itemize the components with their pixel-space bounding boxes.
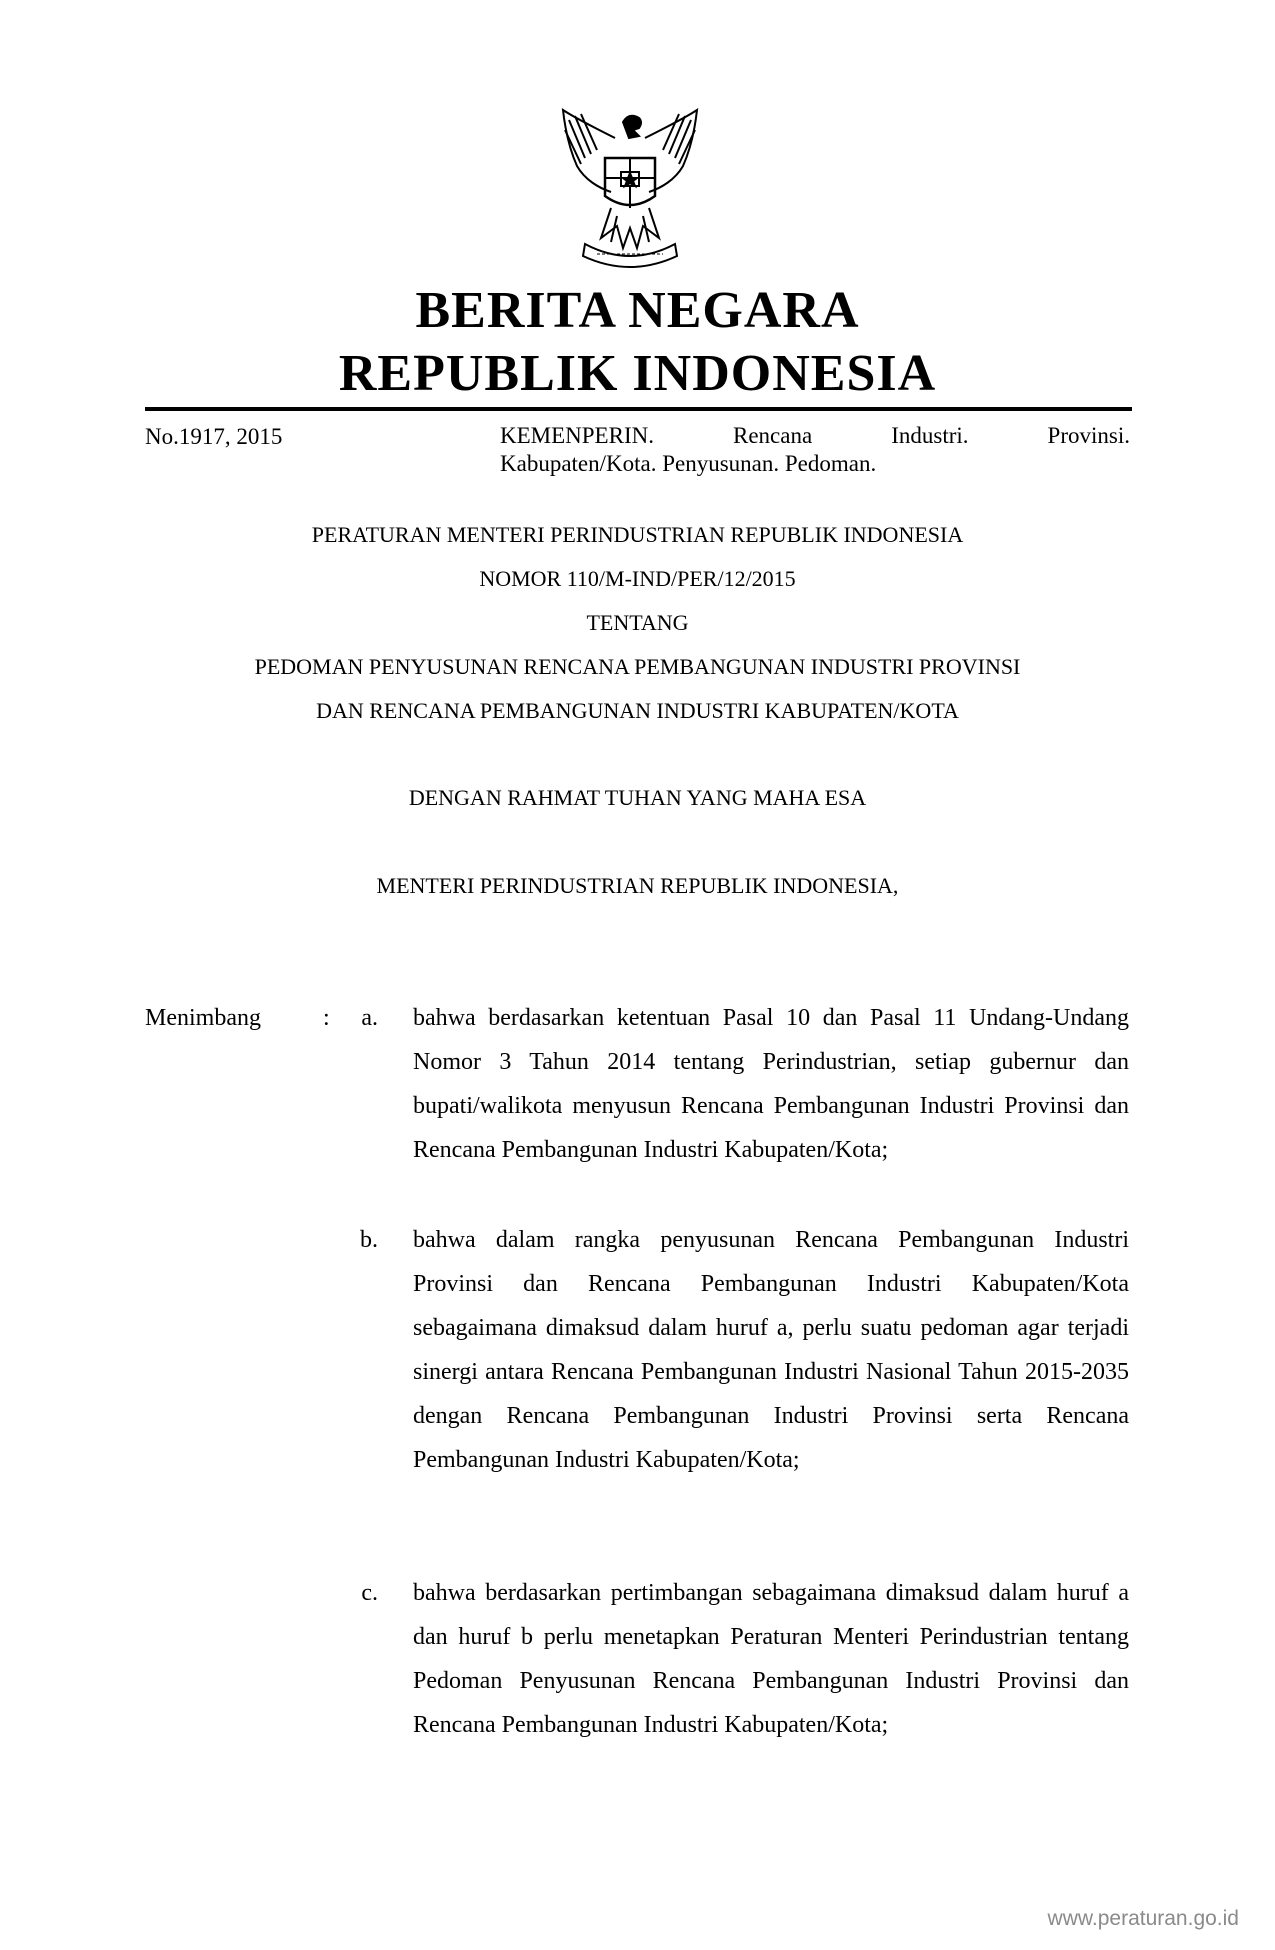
minister-heading: MENTERI PERINDUSTRIAN REPUBLIK INDONESIA,: [376, 873, 899, 898]
consideration-letter: c.: [361, 1580, 378, 1606]
garuda-emblem-icon: [555, 108, 705, 270]
considerations-label: Menimbang: [145, 1005, 261, 1031]
invocation: DENGAN RAHMAT TUHAN YANG MAHA ESA: [408, 785, 867, 810]
regulation-about: TENTANG: [586, 610, 689, 635]
header-divider: [145, 407, 1132, 411]
consideration-text: bahwa dalam rangka penyusunan Rencana Pembangunan Industri Provinsi dan Rencana Pembangunan Industri Kabupaten/Kota sebagaimana dimaksud dalam huruf a, perlu suatu pedoman agar terjadi sinergi antara Rencana Pembangunan Industri Nasional Tahun 2015-2035 dengan Rencana Pembangunan Industri Provinsi serta Rencana Pembangunan Industri Kabupaten/Kota;: [413, 1227, 1129, 1473]
regulation-subject-line2: DAN RENCANA PEMBANGUNAN INDUSTRI KABUPATEN/KOTA: [316, 698, 959, 723]
consideration-letter: b.: [360, 1227, 378, 1253]
consideration-text: bahwa berdasarkan pertimbangan sebagaimana dimaksud dalam huruf a dan huruf b perlu menetapkan Peraturan Menteri Perindustrian tentang Pedoman Penyusunan Rencana Pembangunan Industri Provinsi dan Rencana Pembangunan Industri Kabupaten/Kota;: [413, 1580, 1129, 1738]
considerations-colon: :: [323, 1005, 330, 1031]
subject-block: [500, 422, 1130, 478]
issue-number: No.1917, 2015: [145, 424, 283, 449]
publication-title-line2: REPUBLIK INDONESIA: [338, 345, 937, 402]
source-url: www.peraturan.go.id: [1047, 1907, 1239, 1930]
consideration-text: bahwa berdasarkan ketentuan Pasal 10 dan Pasal 11 Undang-Undang Nomor 3 Tahun 2014 tentang Perindustrian, setiap gubernur dan bupati/walikota menyusun Rencana Pembangunan Industri Provinsi dan Rencana Pembangunan Industri Kabupaten/Kota;: [413, 1005, 1129, 1163]
subject-line: KEMENPERIN. Rencana Industri. Provinsi.: [500, 423, 1130, 448]
regulation-title: PERATURAN MENTERI PERINDUSTRIAN REPUBLIK INDONESIA: [311, 522, 964, 547]
subject-line: Kabupaten/Kota. Penyusunan. Pedoman.: [500, 451, 877, 476]
publication-title-line1: BERITA NEGARA: [415, 282, 860, 339]
consideration-letter: a.: [361, 1005, 378, 1031]
regulation-number: NOMOR 110/M-IND/PER/12/2015: [479, 566, 796, 591]
regulation-subject-line1: PEDOMAN PENYUSUNAN RENCANA PEMBANGUNAN INDUSTRI PROVINSI: [254, 654, 1021, 679]
